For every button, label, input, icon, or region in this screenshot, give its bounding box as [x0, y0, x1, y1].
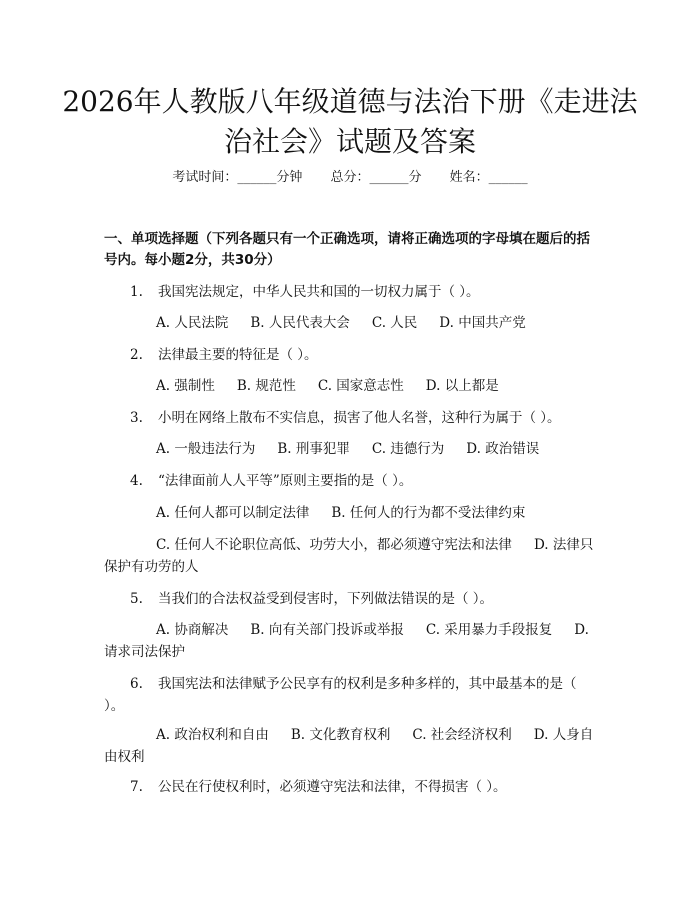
question-7: 7. 公民在行使权利时，必须遵守宪法和法律，不得损害（ ）。: [130, 779, 507, 795]
exam-time: 考试时间：______分钟: [172, 170, 303, 185]
section-heading: 一、单项选择题（下列各题只有一个正确选项，请将正确选项的字母填在题后的括号内。每小题2分，共30分）: [104, 231, 590, 268]
question-6-options: A. 政治权利和自由 B. 文化教育权利 C. 社会经济权利 D. 人身自由权利: [104, 727, 594, 765]
exam-meta: [0, 168, 700, 188]
question-5-options: A. 协商解决 B. 向有关部门投诉或举报 C. 采用暴力手段报复 D. 请求司法保护: [104, 622, 589, 660]
question-5: 5. 当我们的合法权益受到侵害时，下列做法错误的是（ ）。: [130, 591, 494, 607]
question-4-options-ab: A. 任何人都可以制定法律 B. 任何人的行为都不受法律约束: [156, 505, 526, 521]
question-3-options: A. 一般违法行为 B. 刑事犯罪 C. 违德行为 D. 政治错误: [156, 441, 540, 457]
question-4: 4. “法律面前人人平等”原则主要指的是（ ）。: [130, 473, 413, 489]
question-2-options: A. 强制性 B. 规范性 C. 国家意志性 D. 以上都是: [156, 378, 499, 394]
question-1-options: A. 人民法院 B. 人民代表大会 C. 人民 D. 中国共产党: [156, 315, 526, 331]
question-3: 3. 小明在网络上散布不实信息，损害了他人名誉，这种行为属于（ ）。: [130, 410, 561, 426]
document-title: 2026年人教版八年级道德与法治下册《走进法治社会》试题及答案: [62, 85, 638, 158]
question-1: 1. 我国宪法规定，中华人民共和国的一切权力属于（ ）。: [130, 284, 480, 300]
question-2: 2. 法律最主要的特征是（ ）。: [130, 347, 318, 363]
question-4-options-cd: C. 任何人不论职位高低、功劳大小，都必须遵守宪法和法律 D. 法律只保护有功劳的人: [104, 537, 594, 575]
exam-name: 姓名：______: [449, 170, 528, 185]
exam-score: 总分：______分: [330, 170, 422, 185]
question-6: 6. 我国宪法和法律赋予公民享有的权利是多种多样的，其中最基本的是（ ）。: [104, 676, 577, 714]
